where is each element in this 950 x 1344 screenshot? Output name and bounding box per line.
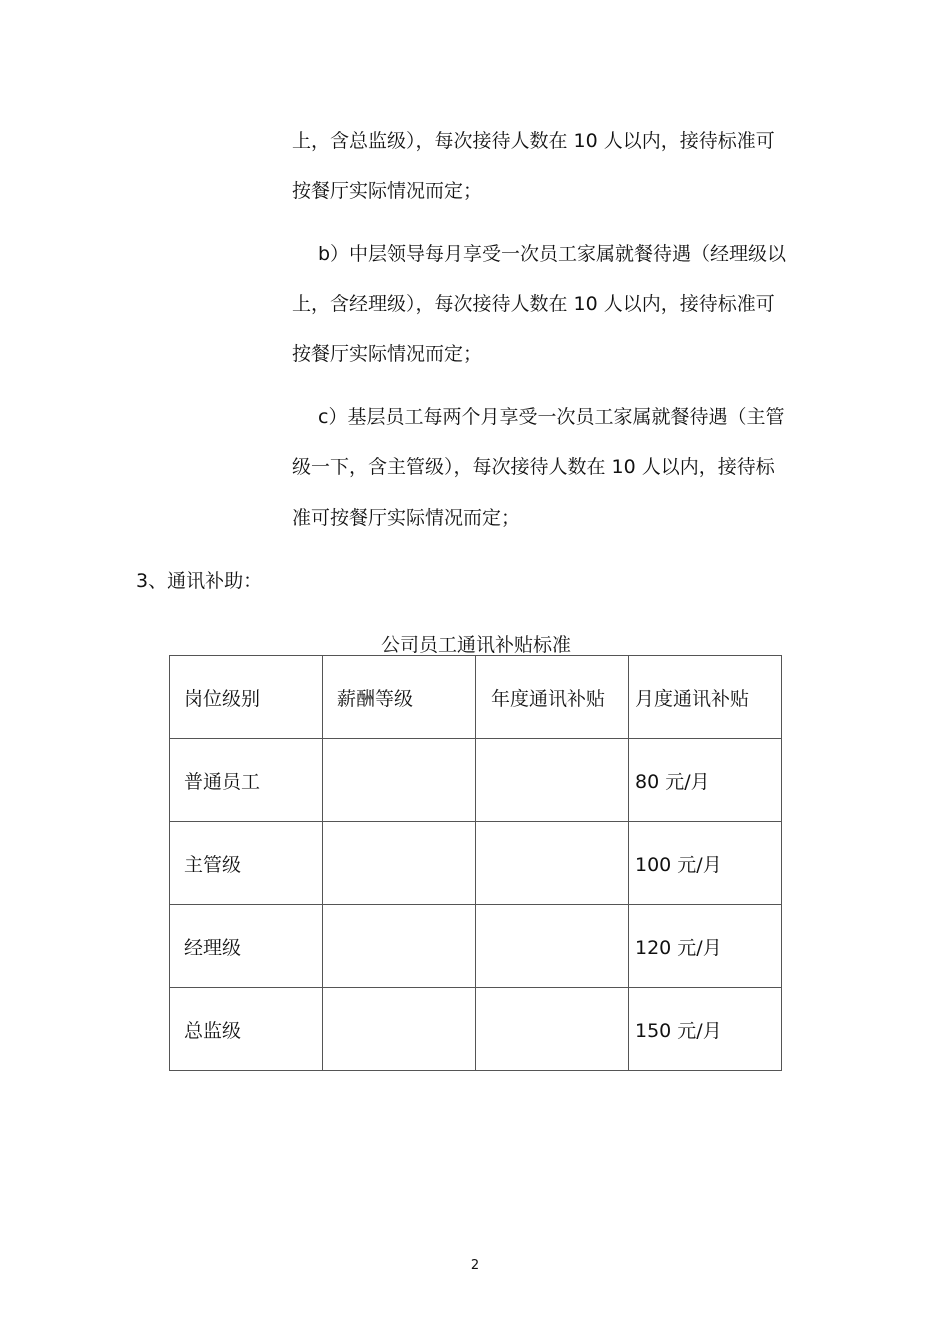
body-text-line: 上，含经理级），每次接待人数在 10 人以内，接待标准可 bbox=[292, 293, 775, 315]
header-cell: 薪酬等级 bbox=[323, 656, 476, 739]
table-cell: 主管级 bbox=[170, 822, 323, 905]
page-number: 2 bbox=[470, 1258, 480, 1273]
table-cell: 120 元/月 bbox=[629, 905, 782, 988]
header-cell: 月度通讯补贴 bbox=[629, 656, 782, 739]
header-cell: 岗位级别 bbox=[170, 656, 323, 739]
body-text-line: 准可按餐厅实际情况而定； bbox=[292, 507, 521, 529]
header-cell: 年度通讯补贴 bbox=[476, 656, 629, 739]
table-cell bbox=[323, 905, 476, 988]
table-cell: 总监级 bbox=[170, 988, 323, 1071]
body-text-line: 上，含总监级），每次接待人数在 10 人以内，接待标准可 bbox=[292, 130, 775, 152]
table-cell bbox=[323, 988, 476, 1071]
table-cell: 80 元/月 bbox=[629, 739, 782, 822]
table-cell: 100 元/月 bbox=[629, 822, 782, 905]
table-cell: 150 元/月 bbox=[629, 988, 782, 1071]
table-row bbox=[170, 739, 782, 822]
table-header-row bbox=[170, 656, 782, 739]
table-cell: 普通员工 bbox=[170, 739, 323, 822]
table-cell bbox=[476, 905, 629, 988]
table-cell bbox=[476, 739, 629, 822]
table-title: 公司员工通讯补贴标准 bbox=[380, 634, 571, 656]
table-row bbox=[170, 822, 782, 905]
body-text-line: 按餐厅实际情况而定； bbox=[292, 180, 483, 202]
table-cell bbox=[323, 739, 476, 822]
table-row bbox=[170, 988, 782, 1071]
table-cell bbox=[323, 822, 476, 905]
table-cell: 经理级 bbox=[170, 905, 323, 988]
body-text-line: 按餐厅实际情况而定； bbox=[292, 343, 483, 365]
table-cell bbox=[476, 988, 629, 1071]
section-heading: 3、通讯补助： bbox=[136, 570, 263, 592]
body-text-line: 级一下，含主管级），每次接待人数在 10 人以内，接待标 bbox=[292, 456, 775, 478]
body-text-line: b）中层领导每月享受一次员工家属就餐待遇（经理级以 bbox=[318, 243, 787, 265]
subsidy-table bbox=[169, 655, 782, 1071]
body-text-line: c）基层员工每两个月享受一次员工家属就餐待遇（主管 bbox=[318, 406, 785, 428]
table-row bbox=[170, 905, 782, 988]
table-cell bbox=[476, 822, 629, 905]
